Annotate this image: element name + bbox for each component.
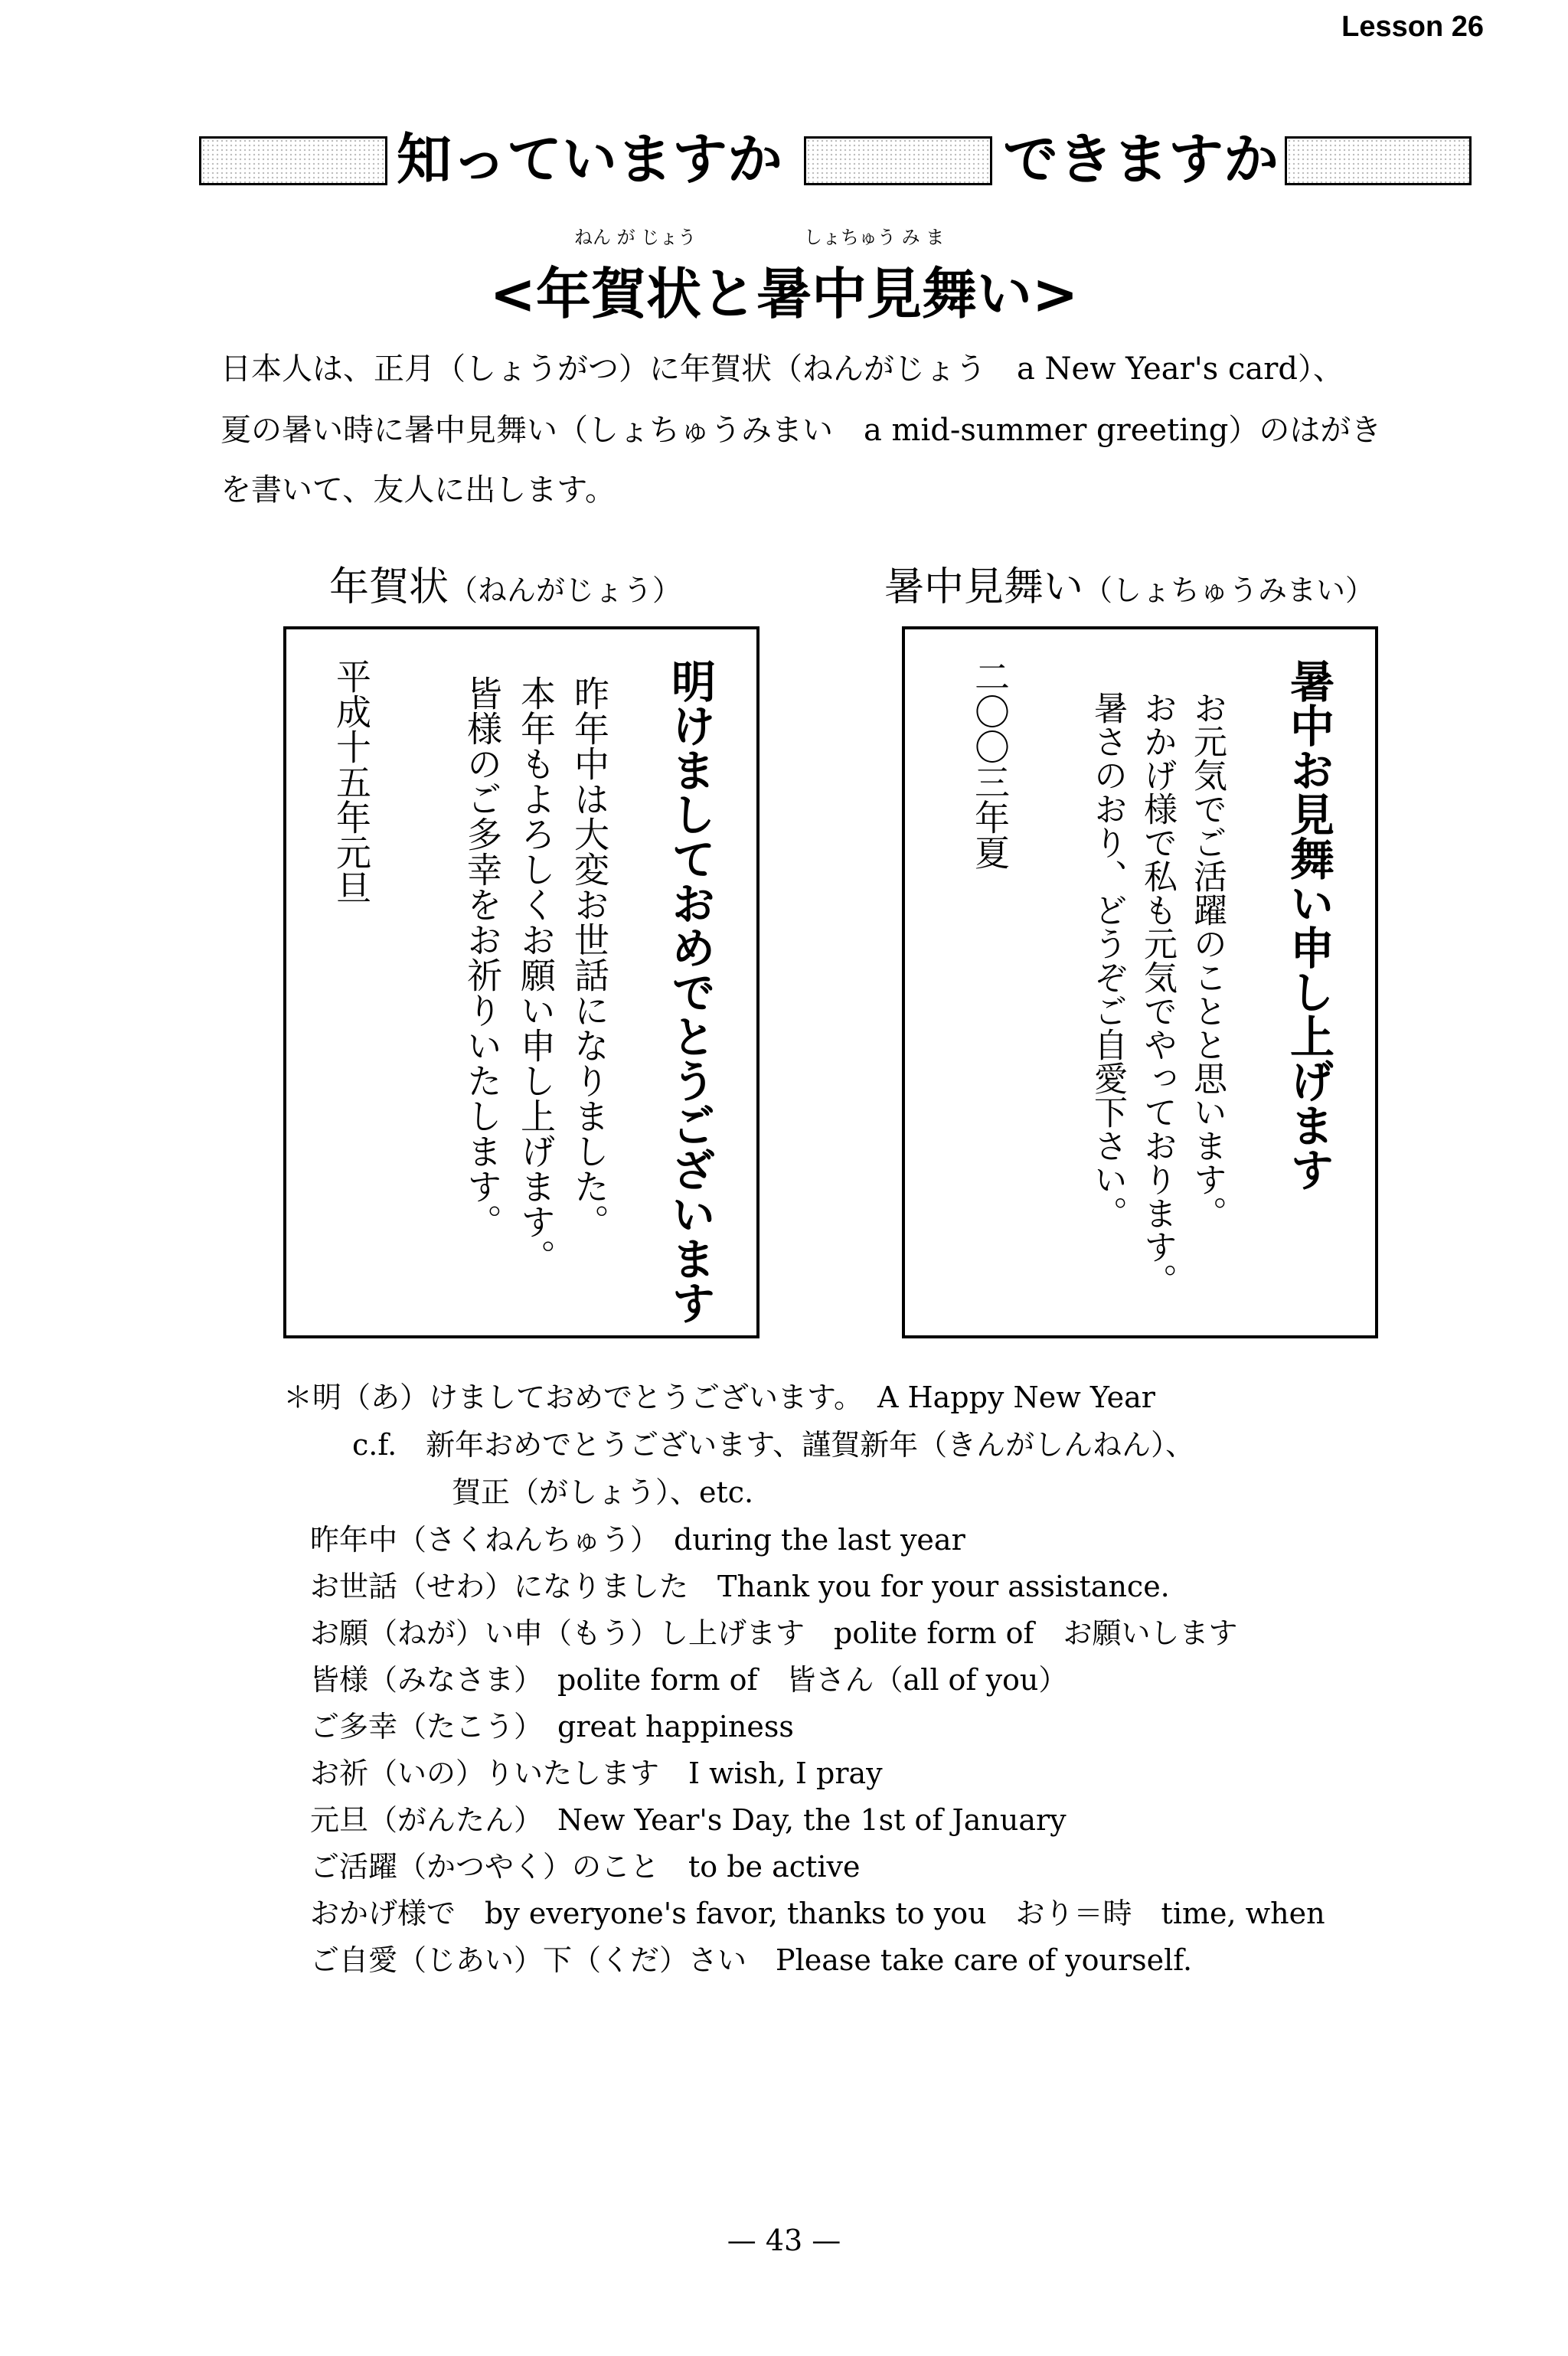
title-ruby-nengajou: ねん が じょう (574, 227, 697, 248)
note-item: ご自愛（じあい）下（くだ）さい Please take care of yourself. (310, 1943, 1193, 1977)
header-dotted-box (199, 136, 387, 185)
shochuu-card (902, 626, 1378, 1338)
shochuu-card-title (884, 554, 1374, 612)
nenga-line-3: 本年もよろしくお願い申し上げます。 (515, 675, 557, 1274)
note-item: 賀正（がしょう）、etc. (452, 1475, 754, 1509)
nenga-date: 平成十五年元旦 (331, 658, 372, 905)
note-item: 元旦（がんたん） New Year's Day, the 1st of January (310, 1803, 1067, 1837)
section-header (199, 129, 1470, 190)
nenga-line-4: 皆様のご多幸をお祈りいたします。 (462, 675, 503, 1239)
nenga-card (283, 626, 760, 1338)
title-ruby-shochuu: しょちゅう み ま (804, 227, 945, 248)
lesson-label: Lesson 26 (1341, 11, 1484, 43)
nenga-title-text: 年賀状 (329, 564, 449, 610)
intro-line-2: 夏の暑い時に暑中見舞い（しょちゅうみまい a mid-summer greeting）のはがき (220, 413, 1382, 448)
intro-line-3: を書いて、友人に出します。 (220, 472, 616, 508)
note-item: c.f. 新年おめでとうございます、謹賀新年（きんがしんねん）、 (352, 1428, 1195, 1462)
note-item: ご多幸（たこう） great happiness (310, 1710, 794, 1743)
note-item: お願（ねが）い申（もう）し上げます polite form of お願いします (310, 1616, 1238, 1650)
shochuu-title-text: 暑中見舞い (884, 564, 1084, 610)
note-item: おかげ様で by everyone's favor, thanks to you おり＝時 time, when (310, 1897, 1325, 1930)
shochuu-line-1: 暑中お見舞い申し上げます (1282, 658, 1334, 1191)
header-know-text: 知っていますか (397, 127, 783, 191)
nenga-line-2: 昨年中は大変お世話になりました。 (569, 675, 610, 1239)
nenga-line-1: 明けましておめでとうございます (664, 658, 716, 1325)
note-item: 皆様（みなさま） polite form of 皆さん（all of you） (310, 1663, 1068, 1697)
note-item: 昨年中（さくねんちゅう） during the last year (310, 1523, 965, 1557)
header-dotted-box (804, 136, 992, 185)
page-title: <年賀状と暑中見舞い> (489, 262, 1079, 326)
note-item: お祈（いの）りいたします I wish, I pray (310, 1756, 883, 1790)
shochuu-title-reading: （しょちゅうみまい） (1083, 573, 1375, 607)
header-can-text: できますか (1003, 127, 1279, 191)
nenga-card-title (329, 554, 681, 612)
note-item: ご活躍（かつやく）のこと to be active (310, 1850, 861, 1884)
intro-line-1: 日本人は、正月（しょうがつ）に年賀状（ねんがじょう a New Year's card）、 (220, 351, 1344, 387)
note-item: お世話（せわ）になりました Thank you for your assistance. (310, 1570, 1170, 1603)
note-item: ＊明（あ）けましておめでとうございます。 A Happy New Year (283, 1381, 1155, 1414)
header-dotted-box (1285, 136, 1472, 185)
shochuu-date: 二〇〇三年夏 (969, 658, 1011, 870)
shochuu-line-4: 暑さのおり、どうぞご自愛下さい。 (1088, 691, 1127, 1230)
shochuu-line-3: おかげ様で私も元気でやっております。 (1138, 691, 1177, 1297)
page-number: — 43 — (727, 2224, 841, 2257)
nenga-title-reading: （ねんがじょう） (449, 573, 682, 607)
shochuu-line-2: お元気でご活躍のことと思います。 (1187, 691, 1227, 1230)
